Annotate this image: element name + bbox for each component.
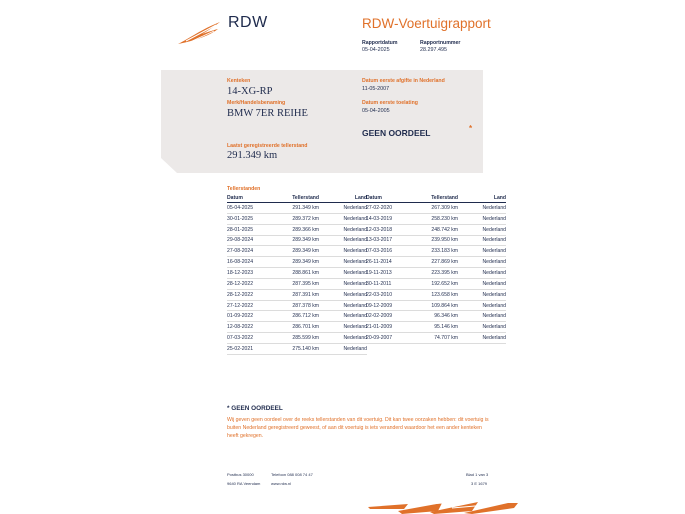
report-number-label: Rapportnummer (420, 40, 461, 46)
first-nl-value: 11-05-2007 (362, 86, 390, 92)
footer-page: Blad 1 van 3 (466, 472, 489, 477)
row-date: 09-12-2009 (366, 300, 410, 311)
row-km: 248.742 km (410, 224, 460, 235)
table-row (227, 203, 367, 214)
row-km: 287.395 km (271, 278, 321, 289)
table-row (227, 257, 367, 268)
row-land: Nederland (460, 203, 506, 214)
table-row (227, 333, 367, 344)
row-date: 25-02-2021 (227, 343, 271, 354)
table-row (227, 343, 367, 354)
plate-label: Kenteken (227, 78, 251, 84)
row-land: Nederland (460, 224, 506, 235)
table-row (366, 300, 506, 311)
row-land: Nederland (321, 235, 367, 246)
verdict: GEEN OORDEEL (362, 128, 431, 138)
row-land: Nederland (321, 278, 367, 289)
odometer-section-title: Tellerstanden (227, 186, 261, 192)
row-km: 95.146 km (410, 322, 460, 333)
footer-code: 3 E 1679 (471, 481, 488, 486)
row-km: 286.712 km (271, 311, 321, 322)
table-row (366, 268, 506, 279)
row-land: Nederland (460, 289, 506, 300)
table-row (227, 224, 367, 235)
row-date: 16-08-2024 (227, 257, 271, 268)
row-km: 288.861 km (271, 268, 321, 279)
odo-value: 291.349 km (227, 150, 278, 161)
table-row (227, 311, 367, 322)
report-number-value: 28.297.495 (420, 47, 447, 53)
row-date: 30-01-2025 (227, 213, 271, 224)
table-row (227, 213, 367, 224)
row-km: 233.183 km (410, 246, 460, 257)
col-km: Tellerstand (410, 194, 460, 203)
row-date: 26-11-2014 (366, 257, 410, 268)
row-land: Nederland (321, 300, 367, 311)
row-date: 21-01-2009 (366, 322, 410, 333)
report-date-value: 05-04-2025 (362, 47, 390, 53)
table-row (227, 300, 367, 311)
odometer-table-right (366, 194, 506, 344)
row-land: Nederland (460, 246, 506, 257)
row-land: Nederland (321, 246, 367, 257)
row-date: 07-03-2022 (227, 333, 271, 344)
row-km: 289.349 km (271, 257, 321, 268)
footer-phone: Telefoon 088 008 74 47 (271, 472, 313, 477)
row-date: 05-04-2025 (227, 203, 271, 214)
row-km: 267.309 km (410, 203, 460, 214)
col-date: Datum (366, 194, 410, 203)
row-date: 12-08-2022 (227, 322, 271, 333)
row-land: Nederland (321, 213, 367, 224)
row-date: 27-02-2020 (366, 203, 410, 214)
row-land: Nederland (321, 257, 367, 268)
row-land: Nederland (460, 235, 506, 246)
row-km: 289.372 km (271, 213, 321, 224)
row-date: 30-11-2011 (366, 278, 410, 289)
report-title: RDW-Voertuigrapport (362, 16, 491, 31)
rdw-stripes-icon (368, 501, 524, 514)
row-km: 239.950 km (410, 235, 460, 246)
first-nl-label: Datum eerste afgifte in Nederland (362, 78, 445, 84)
brand-name: RDW (228, 14, 268, 31)
row-land: Nederland (321, 289, 367, 300)
row-km: 289.349 km (271, 235, 321, 246)
row-date: 18-12-2023 (227, 268, 271, 279)
col-land: Land (460, 194, 506, 203)
row-km: 223.395 km (410, 268, 460, 279)
footer-postbus: Postbus 30000 (227, 472, 254, 477)
col-land: Land (321, 194, 367, 203)
row-land: Nederland (460, 322, 506, 333)
table-row (366, 322, 506, 333)
col-date: Datum (227, 194, 271, 203)
row-km: 285.599 km (271, 333, 321, 344)
plate-value: 14-XG-RP (227, 86, 273, 97)
row-date: 01-09-2022 (227, 311, 271, 322)
row-km: 275.140 km (271, 343, 321, 354)
disclaimer-title: * GEEN OORDEEL (227, 405, 283, 412)
row-land: Nederland (460, 300, 506, 311)
table-row (366, 224, 506, 235)
row-km: 123.658 km (410, 289, 460, 300)
first-admission-label: Datum eerste toelating (362, 100, 418, 106)
row-land: Nederland (321, 322, 367, 333)
table-row (366, 278, 506, 289)
table-row (227, 289, 367, 300)
odometer-table-left (227, 194, 367, 355)
table-row (227, 235, 367, 246)
row-date: 27-12-2022 (227, 300, 271, 311)
row-km: 287.391 km (271, 289, 321, 300)
row-land: Nederland (460, 268, 506, 279)
rdw-wing-logo-icon (176, 20, 222, 46)
table-row (366, 246, 506, 257)
row-km: 286.701 km (271, 322, 321, 333)
row-date: 20-09-2007 (366, 333, 410, 344)
row-km: 258.230 km (410, 213, 460, 224)
row-date: 22-03-2010 (366, 289, 410, 300)
table-row (366, 203, 506, 214)
table-row (366, 257, 506, 268)
disclaimer-text: Wij geven geen oordeel over de reeks tellerstanden van dit voertuig. Dit kan twee oorzaken hebben: dit voertuig is buiten Nederland geregistreerd geweest, of aan dit voertuig is iets veranderd waardoor het een ander kenteken heeft gekregen. (227, 417, 489, 440)
table-row (366, 289, 506, 300)
row-land: Nederland (321, 224, 367, 235)
report-date-label: Rapportdatum (362, 40, 398, 46)
row-land: Nederland (321, 203, 367, 214)
row-km: 291.349 km (271, 203, 321, 214)
row-date: 19-11-2013 (366, 268, 410, 279)
table-row (227, 278, 367, 289)
table-row (227, 246, 367, 257)
row-km: 96.346 km (410, 311, 460, 322)
row-date: 02-02-2009 (366, 311, 410, 322)
first-admission-value: 05-04-2005 (362, 108, 390, 114)
row-date: 28-12-2022 (227, 278, 271, 289)
row-date: 29-08-2024 (227, 235, 271, 246)
row-km: 287.378 km (271, 300, 321, 311)
row-land: Nederland (321, 311, 367, 322)
row-date: 28-12-2022 (227, 289, 271, 300)
row-land: Nederland (460, 333, 506, 344)
table-row (366, 235, 506, 246)
row-km: 74.707 km (410, 333, 460, 344)
table-row (366, 333, 506, 344)
row-date: 12-03-2018 (366, 224, 410, 235)
vehicle-info-panel (161, 70, 483, 173)
row-date: 27-08-2024 (227, 246, 271, 257)
panel-corner-cut (161, 158, 177, 173)
model-label: Merk/Handelsbenaming (227, 100, 286, 106)
row-km: 289.366 km (271, 224, 321, 235)
row-date: 28-01-2025 (227, 224, 271, 235)
verdict-star: * (469, 124, 473, 133)
row-land: Nederland (460, 257, 506, 268)
row-land: Nederland (460, 311, 506, 322)
table-row (227, 322, 367, 333)
odo-label: Laatst geregistreerde tellerstand (227, 143, 308, 149)
row-km: 289.349 km (271, 246, 321, 257)
row-date: 07-03-2016 (366, 246, 410, 257)
table-row (227, 268, 367, 279)
footer-city: 9640 RA Veendam (227, 481, 261, 486)
row-land: Nederland (321, 268, 367, 279)
table-row (366, 311, 506, 322)
row-date: 13-03-2017 (366, 235, 410, 246)
row-land: Nederland (321, 333, 367, 344)
table-row (366, 213, 506, 224)
footer-web: www.rdw.nl (271, 481, 292, 486)
row-date: 14-03-2019 (366, 213, 410, 224)
row-km: 227.869 km (410, 257, 460, 268)
col-km: Tellerstand (271, 194, 321, 203)
row-km: 192.652 km (410, 278, 460, 289)
row-land: Nederland (460, 213, 506, 224)
row-km: 109.864 km (410, 300, 460, 311)
model-value: BMW 7ER REIHE (227, 108, 308, 119)
row-land: Nederland (460, 278, 506, 289)
row-land: Nederland (321, 343, 367, 354)
